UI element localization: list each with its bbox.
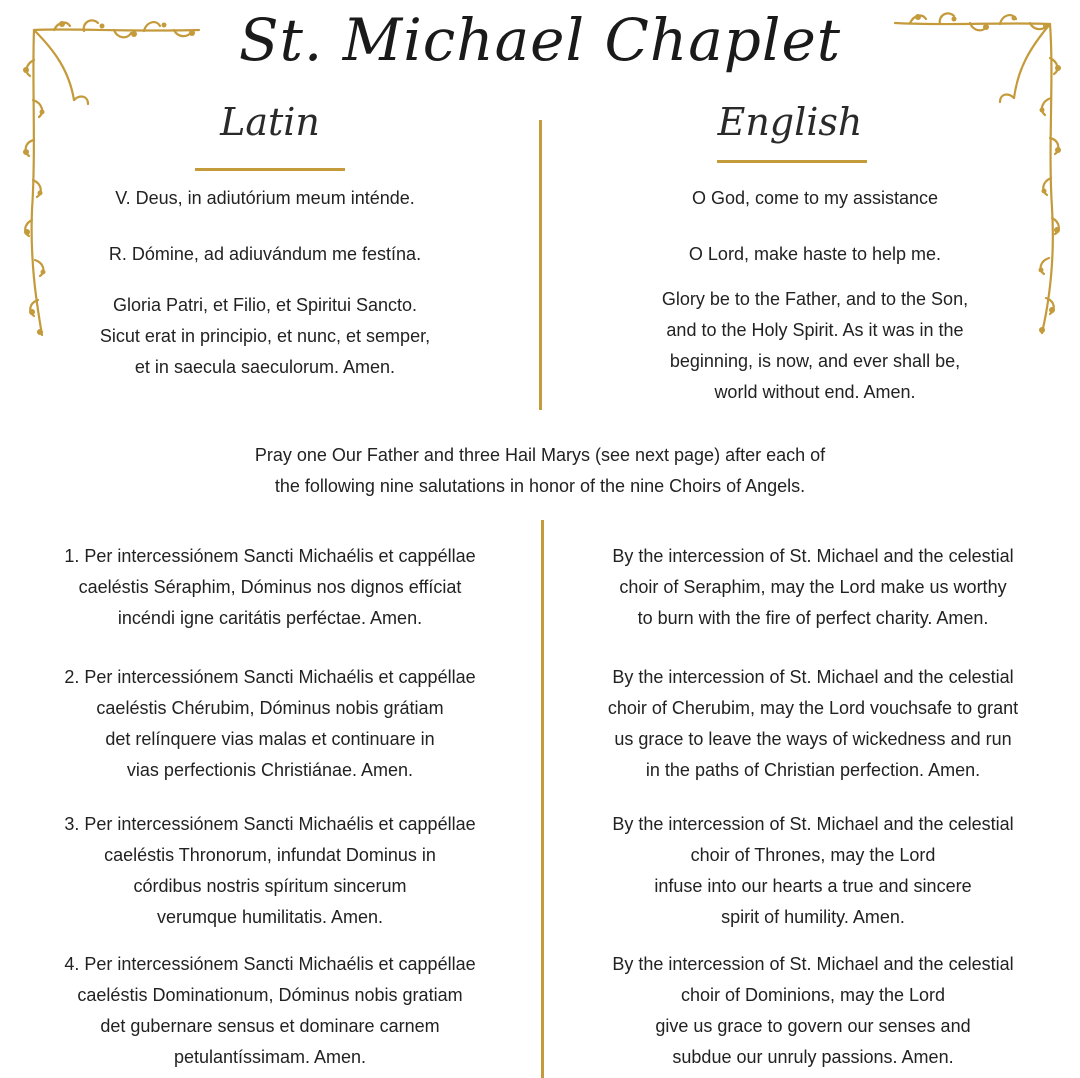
text-line: By the intercession of St. Michael and the celestial (612, 814, 1014, 834)
text-line: Gloria Patri, et Filio, et Spiritui Sancto. (112, 295, 418, 315)
text-line: choir of Cherubim, may the Lord vouchsafe to grant (607, 698, 1019, 718)
page-title: St. Michael Chaplet (238, 6, 842, 74)
text-line: det relínquere vias malas et continuare in (105, 729, 435, 749)
salutation-3-latin (10, 809, 530, 933)
text-line: incéndi igne caritátis perféctae. Amen. (117, 608, 423, 628)
salutation-1-english (553, 541, 1073, 634)
salutation-4-english (553, 949, 1073, 1073)
text-line: By the intercession of St. Michael and the celestial (612, 954, 1014, 974)
english-versicle (580, 183, 1050, 214)
latin-heading: Latin (220, 100, 320, 144)
english-heading-underline (717, 160, 867, 163)
salutation-2-english (553, 662, 1073, 786)
text-line: infuse into our hearts a true and sincere (654, 876, 972, 896)
text-line: O Lord, make haste to help me. (688, 244, 942, 264)
text-line: 3. Per intercessiónem Sancti Michaélis et cappéllae (64, 814, 476, 834)
text-line: choir of Thrones, may the Lord (690, 845, 936, 865)
text-line: choir of Dominions, may the Lord (680, 985, 946, 1005)
salutation-3-english (553, 809, 1073, 933)
text-line: O God, come to my assistance (691, 188, 939, 208)
text-line: córdibus nostris spíritum sincerum (133, 876, 407, 896)
text-line: world without end. Amen. (714, 382, 916, 402)
text-line: R. Dómine, ad adiuvándum me festína. (108, 244, 422, 264)
text-line: subdue our unruly passions. Amen. (672, 1047, 954, 1067)
latin-heading-underline (195, 168, 345, 171)
text-line: caeléstis Dominationum, Dóminus nobis gratiam (77, 985, 463, 1005)
salutation-2-latin (10, 662, 530, 786)
instruction-text (0, 440, 1080, 502)
text-line: us grace to leave the ways of wickedness and run (614, 729, 1012, 749)
text-line: beginning, is now, and ever shall be, (669, 351, 961, 371)
text-line: verumque humilitatis. Amen. (156, 907, 384, 927)
english-gloria (580, 284, 1050, 408)
column-divider-bottom (541, 520, 544, 1078)
text-line: caeléstis Séraphim, Dóminus nos dignos effíciat (78, 577, 462, 597)
salutation-1-latin (10, 541, 530, 634)
text-line: caeléstis Chérubim, Dóminus nobis grátiam (96, 698, 444, 718)
text-line: 4. Per intercessiónem Sancti Michaélis et cappéllae (64, 954, 476, 974)
text-line: caeléstis Thronorum, infundat Dominus in (104, 845, 436, 865)
latin-response (30, 239, 500, 270)
text-line: Sicut erat in principio, et nunc, et semper, (99, 326, 431, 346)
text-line: petulantíssimam. Amen. (173, 1047, 367, 1067)
english-heading: English (717, 100, 863, 144)
latin-gloria (30, 290, 500, 383)
text-line: et in saecula saeculorum. Amen. (134, 357, 396, 377)
text-line: By the intercession of St. Michael and the celestial (612, 667, 1014, 687)
text-line: and to the Holy Spirit. As it was in the (666, 320, 964, 340)
text-line: to burn with the fire of perfect charity. Amen. (637, 608, 989, 628)
latin-versicle (30, 183, 500, 214)
column-divider-top (539, 120, 542, 410)
text-line: 1. Per intercessiónem Sancti Michaélis et cappéllae (64, 546, 476, 566)
english-response (580, 239, 1050, 270)
text-line: in the paths of Christian perfection. Amen. (645, 760, 981, 780)
text-line: 2. Per intercessiónem Sancti Michaélis et cappéllae (64, 667, 476, 687)
text-line: V. Deus, in adiutórium meum inténde. (115, 188, 415, 208)
text-line: By the intercession of St. Michael and the celestial (612, 546, 1014, 566)
text-line: Pray one Our Father and three Hail Marys (see next page) after each of (254, 445, 826, 465)
salutation-4-latin (10, 949, 530, 1073)
text-line: the following nine salutations in honor of the nine Choirs of Angels. (274, 476, 806, 496)
text-line: give us grace to govern our senses and (655, 1016, 971, 1036)
text-line: Glory be to the Father, and to the Son, (661, 289, 969, 309)
text-line: choir of Seraphim, may the Lord make us worthy (619, 577, 1007, 597)
text-line: det gubernare sensus et dominare carnem (100, 1016, 440, 1036)
text-line: vias perfectionis Christiánae. Amen. (126, 760, 414, 780)
text-line: spirit of humility. Amen. (721, 907, 905, 927)
